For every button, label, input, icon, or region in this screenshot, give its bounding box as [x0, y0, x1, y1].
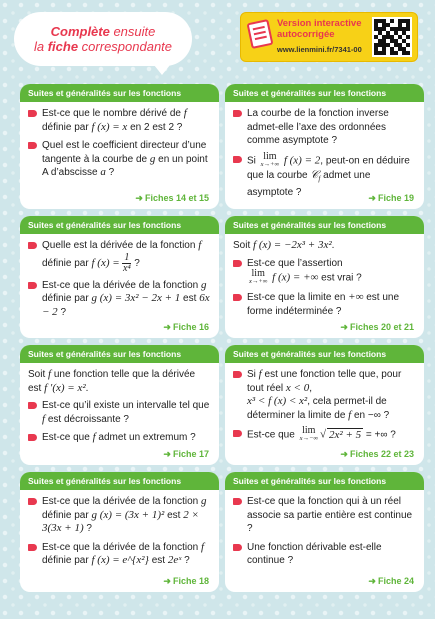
question: Quel est le coefficient directeur d’une tangente à la courbe de g en un point A d’abscisse a ?	[28, 139, 211, 180]
fiche-reference[interactable]: ➜ Fiche 18	[163, 576, 209, 586]
question: Une fonction dérivable est-elle continue ?	[233, 541, 416, 568]
flashcard-1	[20, 84, 219, 209]
question: Est-ce que la dérivée de la fonction g définie par g (x) = (3x + 1)² est 2 × 3(3x + 1) ?	[28, 495, 211, 536]
fiche-reference[interactable]: ➜ Fiches 14 et 15	[135, 193, 209, 203]
flashcard-8	[225, 472, 424, 592]
question: Si f est une fonction telle que, pour tout réel x < 0, x³ < f (x) < x², cela permet-il de déterminer la limite de f en −∞ ?	[233, 368, 416, 422]
fiche-reference[interactable]: ➜ Fiches 22 et 23	[340, 449, 414, 459]
question: Est-ce que la fonction qui à un réel associe sa partie entière est continue ?	[233, 495, 416, 536]
question: Si lim x→+∞ f (x) = 2, peut-on en déduire que la courbe 𝒞$_f$ admet une asymptote ?	[233, 153, 416, 200]
card-header: Suites et généralités sur les fonctions	[225, 345, 424, 363]
flashcard-3	[20, 216, 219, 338]
bubble-text-2b: correspondante	[78, 39, 173, 54]
card-header: Suites et généralités sur les fonctions	[225, 216, 424, 234]
flashcard-6	[225, 345, 424, 465]
arrow-right-icon: ➜	[340, 322, 348, 332]
question: Est-ce que la dérivée de la fonction g définie par g (x) = 3x² − 2x + 1 est 6x − 2 ?	[28, 279, 211, 320]
arrow-right-icon: ➜	[340, 449, 348, 459]
flashcard-2	[225, 84, 424, 209]
question: Est-ce que la dérivée de la fonction f définie par f (x) = e^{x²} est 2eˣ ?	[28, 541, 211, 568]
card-header: Suites et généralités sur les fonctions	[225, 84, 424, 102]
fiche-reference[interactable]: ➜ Fiche 16	[163, 322, 209, 332]
card-header: Suites et généralités sur les fonctions	[20, 216, 219, 234]
card-header: Suites et généralités sur les fonctions	[20, 84, 219, 102]
fiche-reference[interactable]: ➜ Fiche 17	[163, 449, 209, 459]
question: Est-ce qu’il existe un intervalle tel que f est décroissante ?	[28, 399, 211, 426]
interactive-version-box[interactable]	[240, 12, 418, 62]
flashcard-7	[20, 472, 219, 592]
fiche-reference[interactable]: ➜ Fiche 19	[368, 193, 414, 203]
question: Est-ce que le nombre dérivé de f définie par f (x) = x en 2 est 2 ?	[28, 107, 211, 134]
question: Est-ce que f admet un extremum ?	[28, 431, 211, 445]
card-intro: Soit f une fonction telle que la dérivée est f ′(x) = x².	[28, 368, 196, 394]
question: Est-ce que lim x→−∞ √ 2x² + 5 = +∞ ?	[233, 427, 416, 443]
document-icon	[247, 19, 274, 49]
fiche-reference[interactable]: ➜ Fiche 24	[368, 576, 414, 586]
card-header: Suites et généralités sur les fonctions	[20, 345, 219, 363]
arrow-right-icon: ➜	[368, 193, 376, 203]
arrow-right-icon: ➜	[135, 193, 143, 203]
bubble-bold-1: Complète	[50, 24, 110, 39]
fiche-reference[interactable]: ➜ Fiches 20 et 21	[340, 322, 414, 332]
arrow-right-icon: ➜	[163, 449, 171, 459]
instruction-bubble	[14, 12, 192, 66]
page-header	[0, 0, 435, 76]
flashcard-5	[20, 345, 219, 465]
bubble-bold-2: fiche	[47, 39, 79, 54]
question: La courbe de la fonction inverse admet-elle l’axe des ordonnées comme asymptote ?	[233, 107, 416, 148]
promo-url[interactable]: www.lienmini.fr/7341-00	[277, 45, 362, 54]
card-header: Suites et généralités sur les fonctions	[225, 472, 424, 490]
card-intro: Soit f (x) = −2x³ + 3x².	[233, 239, 335, 251]
question: Quelle est la dérivée de la fonction f définie par f (x) = $\frac{1}{\text{x⁴}}$ ?	[28, 239, 211, 274]
question: Est-ce que la limite en +∞ est une forme indéterminée ?	[233, 291, 416, 318]
qr-code-icon[interactable]	[372, 17, 412, 57]
flashcard-4	[225, 216, 424, 338]
bubble-text-1: ensuite	[109, 24, 156, 39]
arrow-right-icon: ➜	[163, 576, 171, 586]
arrow-right-icon: ➜	[368, 576, 376, 586]
promo-title: Version interactive autocorrigée	[277, 18, 362, 40]
card-header: Suites et généralités sur les fonctions	[20, 472, 219, 490]
question: Est-ce que l’assertion lim x→+∞ f (x) = +∞ est vrai ?	[233, 257, 416, 287]
bubble-text-2a: la	[33, 39, 48, 54]
arrow-right-icon: ➜	[163, 322, 171, 332]
